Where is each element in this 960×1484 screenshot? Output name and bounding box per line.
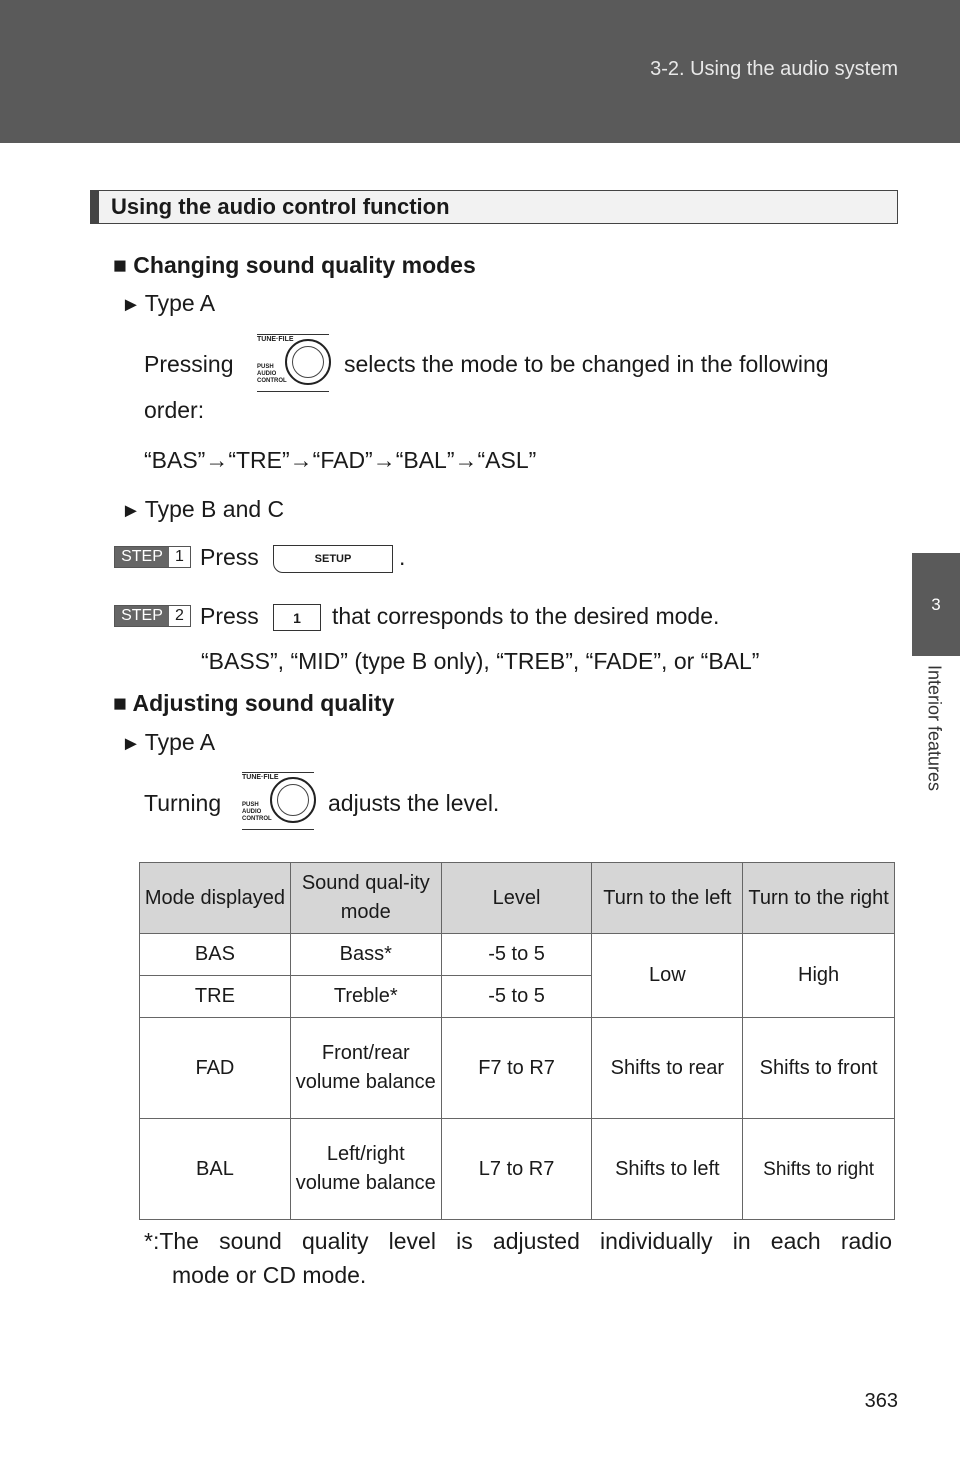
heading-text: Using the audio control function	[111, 194, 450, 219]
step-2-rest-text: that corresponds to the desired mode.	[332, 603, 720, 629]
triangle-bullet: ►	[121, 294, 141, 316]
table-row	[140, 1119, 895, 1220]
step-2-text: Press	[200, 603, 259, 629]
cell-quality: Bass*	[290, 934, 441, 976]
sound-quality-table	[139, 862, 895, 1220]
cell-quality: Left/right volume balance	[290, 1119, 441, 1220]
setup-button-icon: SETUP	[273, 545, 393, 573]
mode-sequence: “BAS”→“TRE”→“FAD”→“BAL”→“ASL”	[144, 447, 537, 473]
audio-control-knob-icon	[228, 772, 318, 830]
step-2-number: 2	[175, 607, 184, 624]
section-title: 3-2. Using the audio system	[650, 58, 898, 80]
turning-text: Turning	[144, 790, 222, 816]
turning-rest-text: adjusts the level.	[328, 790, 500, 816]
step-1-period: .	[399, 544, 406, 570]
cell-right: Shifts to right	[743, 1119, 895, 1220]
table-row	[140, 934, 895, 976]
adjust-type-a-text: Type A	[144, 729, 216, 755]
step-1-badge	[114, 546, 191, 568]
knob-bottom-label: PUSH AUDIO CONTROL	[242, 802, 272, 822]
footnote-line-2: mode or CD mode.	[172, 1262, 367, 1288]
cell-mode: BAL	[140, 1119, 291, 1220]
type-bc-text: Type B and C	[144, 496, 285, 522]
step-1-word: STEP	[115, 547, 169, 567]
page-number: 363	[864, 1390, 898, 1412]
step-1-text: Press	[200, 544, 259, 570]
step-1-number: 1	[175, 548, 184, 565]
square-bullet: ■	[113, 252, 127, 278]
type-a-label	[121, 290, 215, 317]
pressing-rest-text: selects the mode to be changed in the following	[344, 351, 829, 377]
cell-right: High	[743, 934, 895, 1018]
subheading-adjusting-text: Adjusting sound quality	[132, 690, 395, 716]
header-band	[0, 0, 960, 143]
cell-left: Low	[592, 934, 743, 1018]
order-text: order:	[144, 397, 205, 423]
knob-bottom-label: PUSH AUDIO CONTROL	[257, 364, 287, 384]
cell-left: Shifts to rear	[592, 1018, 743, 1119]
heading-bar	[91, 191, 99, 223]
cell-left: Shifts to left	[592, 1119, 743, 1220]
triangle-bullet: ►	[121, 733, 141, 755]
square-bullet: ■	[113, 690, 127, 716]
subheading-changing	[113, 252, 476, 279]
chapter-tab: 3	[912, 553, 960, 656]
pressing-text: Pressing	[144, 351, 234, 377]
cell-level: -5 to 5	[441, 976, 592, 1018]
knob-top-label: TUNE·FILE	[257, 336, 294, 343]
cell-mode: FAD	[140, 1018, 291, 1119]
cell-quality: Treble*	[290, 976, 441, 1018]
cell-quality: Front/rear volume balance	[290, 1018, 441, 1119]
table-row	[140, 1018, 895, 1119]
section-heading	[90, 190, 898, 224]
table-header-row	[140, 863, 895, 934]
knob-top-label: TUNE·FILE	[242, 774, 279, 781]
cell-mode: BAS	[140, 934, 291, 976]
header-quality: Sound qual-ity mode	[290, 863, 441, 934]
cell-level: L7 to R7	[441, 1119, 592, 1220]
type-bc-label	[121, 496, 284, 523]
cell-level: F7 to R7	[441, 1018, 592, 1119]
triangle-bullet: ►	[121, 500, 141, 522]
header-right: Turn to the right	[743, 863, 895, 934]
cell-mode: TRE	[140, 976, 291, 1018]
step-2-badge	[114, 605, 191, 627]
step-2-word: STEP	[115, 606, 169, 626]
audio-control-knob-icon	[243, 334, 333, 392]
header-left: Turn to the left	[592, 863, 743, 934]
header-level: Level	[441, 863, 592, 934]
footnote-line-1: *:The sound quality level is adjusted individually in each radio	[144, 1228, 892, 1254]
subheading-adjusting	[113, 690, 394, 717]
cell-level: -5 to 5	[441, 934, 592, 976]
modes-list: “BASS”, “MID” (type B only), “TREB”, “FADE”, or “BAL”	[201, 648, 760, 674]
adjust-type-a-label	[121, 729, 215, 756]
cell-right: Shifts to front	[743, 1018, 895, 1119]
preset-1-button-icon: 1	[273, 604, 321, 631]
header-mode: Mode displayed	[140, 863, 291, 934]
chapter-label: Interior features	[924, 665, 945, 792]
type-a-text: Type A	[144, 290, 216, 316]
subheading-changing-text: Changing sound quality modes	[133, 252, 476, 278]
